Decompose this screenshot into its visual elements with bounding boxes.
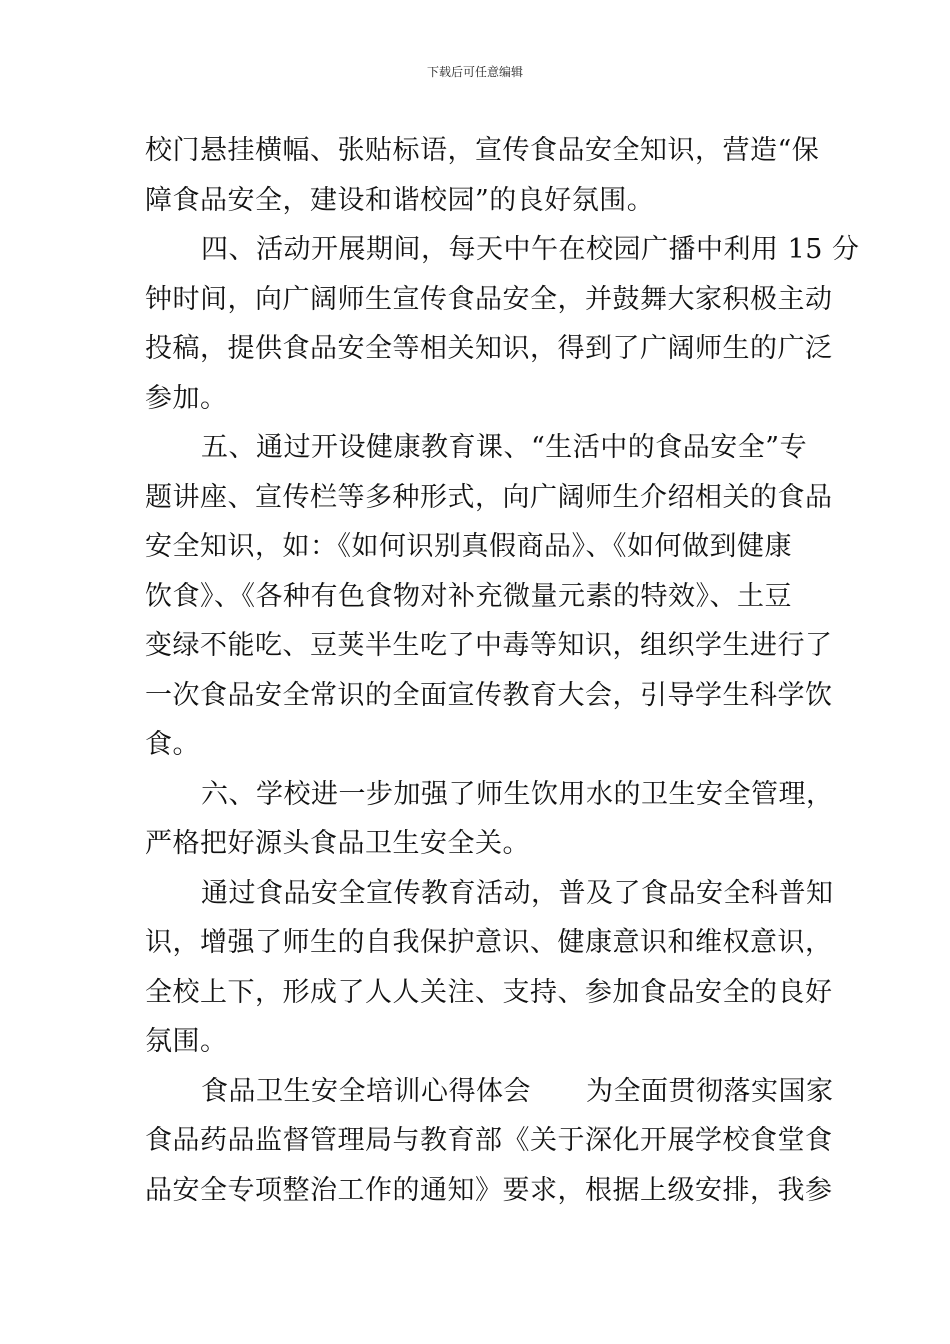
paragraph-5-start: 五、通过开设健康教育课、“生活中的食品安全”专 xyxy=(201,432,808,463)
text-line: 氛围。 xyxy=(145,1026,228,1057)
paragraph-6-start: 六、学校进一步加强了师生饮用水的卫生安全管理， xyxy=(201,778,834,810)
page-header: 下载后可任意编辑 xyxy=(426,65,523,79)
text-line: 题讲座、宣传栏等多种形式，向广阔师生介绍相关的食品 xyxy=(145,481,833,513)
text-line: 品安全专项整治工作的通知》要求，根据上级安排，我参 xyxy=(145,1174,833,1206)
training-paragraph-start: 食品卫生安全培训心得体会 为全面贯彻落实国家 xyxy=(201,1075,834,1107)
text-line: 障食品安全，建设和谐校园”的良好氛围。 xyxy=(145,184,655,216)
text-line: 识，增强了师生的自我保护意识、健康意识和维权意识， xyxy=(145,927,833,958)
text-line: 参加。 xyxy=(145,382,228,414)
text-line: 食品药品监督管理局与教育部《关于深化开展学校食堂食 xyxy=(145,1125,833,1156)
text-line: 校门悬挂横幅、张贴标语，宣传食品安全知识，营造“保 xyxy=(145,135,820,166)
text-line: 严格把好源头食品卫生安全关。 xyxy=(145,828,530,859)
text-line: 食。 xyxy=(145,729,200,760)
document-body xyxy=(145,126,860,1215)
text-line: 全校上下，形成了人人关注、支持、参加食品安全的良好 xyxy=(145,976,833,1008)
text-line: 钟时间，向广阔师生宣传食品安全，并鼓舞大家积极主动 xyxy=(145,283,833,315)
text-line: 投稿，提供食品安全等相关知识，得到了广阔师生的广泛 xyxy=(145,333,833,364)
paragraph-4-start: 四、活动开展期间，每天中午在校园广播中利用 15 分 xyxy=(201,234,860,265)
text-line: 饮食》、《各种有色食物对补充微量元素的特效》、土豆 xyxy=(145,580,792,612)
text-line: 一次食品安全常识的全面宣传教育大会，引导学生科学饮 xyxy=(145,679,833,711)
text-line: 变绿不能吃、豆荚半生吃了中毒等知识，组织学生进行了 xyxy=(145,630,833,661)
summary-paragraph-start: 通过食品安全宣传教育活动，普及了食品安全科普知 xyxy=(201,877,834,909)
text-line: 安全知识，如：《如何识别真假商品》、《如何做到健康 xyxy=(145,531,792,562)
